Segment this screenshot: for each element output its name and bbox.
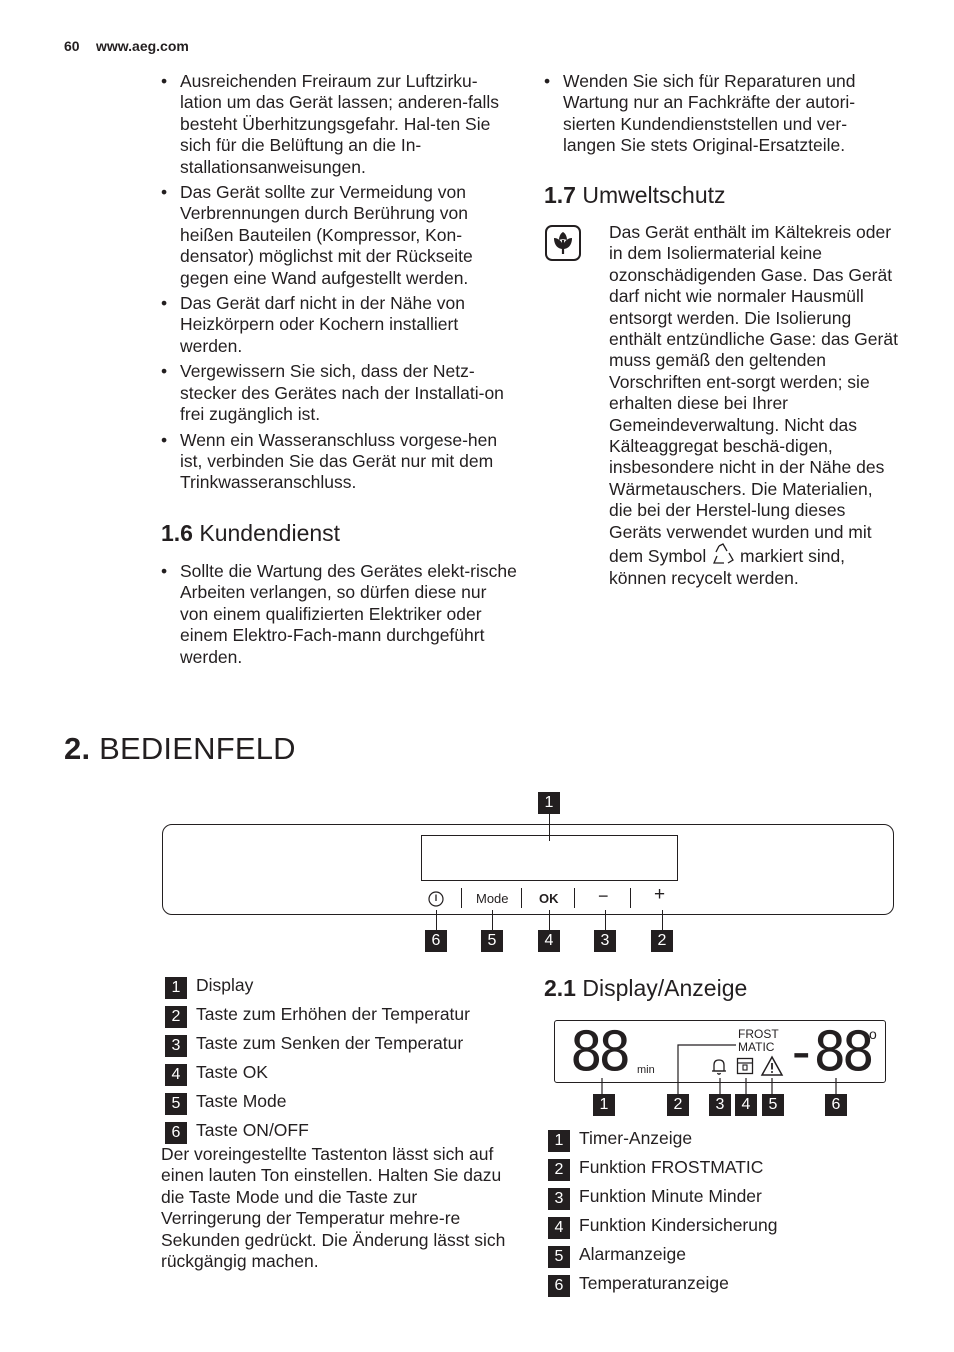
section-title: Umweltschutz (582, 182, 726, 208)
frostmatic-label-line1: FROST (738, 1027, 779, 1041)
panel-note: Der voreingestellte Tastenton lässt sich auf einen lauten Ton einstellen. Halten Sie dazu die Taste Mode und die Taste zur Verringerung der Temperatur mehre-re Sekunden gedrückt. Die Änderung lässt sich rückgängig machen. (161, 1144, 506, 1272)
lcd-callout: 4 (735, 1094, 757, 1116)
callout-onoff: 6 (425, 930, 447, 952)
key-separator (521, 888, 522, 908)
callout-plus: 2 (651, 930, 673, 952)
callout-line (605, 910, 606, 930)
legend-badge: 6 (165, 1122, 187, 1144)
legend-badge: 1 (548, 1130, 570, 1152)
legend-label: Temperaturanzeige (579, 1273, 729, 1293)
callout-line (662, 910, 663, 930)
legend-label: Funktion Minute Minder (579, 1186, 762, 1206)
lcd-callout: 2 (667, 1094, 689, 1116)
key-separator (461, 888, 462, 908)
ok-button[interactable]: OK (539, 891, 559, 906)
power-icon[interactable] (427, 890, 445, 908)
mode-button[interactable]: Mode (476, 891, 509, 906)
panel-display-window (421, 835, 678, 881)
callout-display: 1 (538, 792, 560, 814)
list-item: • Wenden Sie sich für Reparaturen und Wartung nur an Fachkräfte der autori-sierten Kundendienststellen und ver-langen Sie stets Original-Ersatzteile. (544, 71, 899, 157)
legend-label: Taste zum Erhöhen der Temperatur (196, 1004, 470, 1024)
header-url: www.aeg.com (96, 38, 189, 54)
legend-badge: 4 (548, 1217, 570, 1239)
key-separator (574, 888, 575, 908)
legend-badge: 2 (165, 1006, 187, 1028)
legend-label: Funktion Kindersicherung (579, 1215, 778, 1235)
chapter-number: 2. (64, 731, 91, 766)
list-item: • Ausreichenden Freiraum zur Luftzirku-lation um das Gerät lassen; anderen-falls besteht Überhitzungsgefahr. Hal-ten Sie sich für die Belüftung an die In-stallationsanweisungen. (161, 71, 517, 178)
legend-label: Alarmanzeige (579, 1244, 686, 1264)
page-number: 60 (64, 38, 80, 54)
legend-label: Display (196, 975, 254, 995)
legend-badge: 5 (548, 1246, 570, 1268)
lcd-callout-lines (554, 1040, 894, 1096)
list-item: • Wenn ein Wasseranschluss vorgese-hen ist, verbinden Sie das Gerät nur mit dem Trinkwasseranschluss. (161, 430, 517, 494)
plus-button[interactable]: + (654, 884, 666, 905)
lcd-callout: 5 (762, 1094, 784, 1116)
frostmatic-label-line2: MATIC (738, 1040, 775, 1054)
callout-line (549, 910, 550, 930)
legend-badge: 2 (548, 1159, 570, 1181)
legend-badge: 6 (548, 1275, 570, 1297)
section-number: 1.7 (544, 182, 576, 208)
environment-text: Das Gerät enthält im Kältekreis oder in dem Isoliermaterial keine ozonschädigenden Gase. Das Gerät darf nicht wie normaler Hausmüll entsorgt werden. Die Isolierung enthält entzündliche Gase: das Gerät muss gemäß den geltenden Vorschriften ent-sorgt werden; sie erhalten diese bei Ihrer Gemeindeverwaltung. Nicht das Kälteaggregat beschä-digen, insbesondere nicht in der Nähe des Wärmetauschers. Die Materialien, die bei der Herstel-lung dieses Geräts verwendet wurden und mit dem Symbol markiert sind, können recycelt werden. (609, 222, 898, 588)
chapter-title: BEDIENFELD (99, 731, 296, 766)
minus-button[interactable]: − (598, 886, 609, 906)
section-heading-1-6 (161, 519, 340, 547)
callout-ok: 4 (538, 930, 560, 952)
section-number: 1.6 (161, 520, 193, 546)
left-column (161, 71, 517, 498)
legend-badge: 3 (165, 1035, 187, 1057)
lcd-callout: 3 (709, 1094, 731, 1116)
section-number: 2.1 (544, 975, 576, 1001)
list-item: • Sollte die Wartung des Gerätes elekt-rische Arbeiten verlangen, so dürfen diese nur von einem qualifizierten Elektriker oder einem Elektro-Fach-mann durchgeführt werden. (161, 561, 517, 668)
legend-badge: 3 (548, 1188, 570, 1210)
degree-symbol: o (869, 1026, 877, 1042)
legend-label: Funktion FROSTMATIC (579, 1157, 764, 1177)
callout-line (436, 910, 437, 930)
section-1-6-body (161, 561, 517, 672)
chapter-heading (64, 730, 296, 768)
timer-unit: min (637, 1064, 655, 1076)
recycle-icon (711, 543, 735, 563)
lcd-callout: 1 (593, 1094, 615, 1116)
callout-mode: 5 (481, 930, 503, 952)
temperature-digits: -88 (785, 1020, 871, 1083)
legend-label: Taste Mode (196, 1091, 287, 1111)
legend-label: Taste OK (196, 1062, 268, 1082)
lcd-callout: 6 (825, 1094, 847, 1116)
legend-badge: 1 (165, 977, 187, 999)
callout-line (492, 910, 493, 930)
key-separator (630, 888, 631, 908)
timer-digits: 88 (570, 1020, 628, 1083)
section-heading-2-1 (544, 974, 747, 1002)
legend-badge: 4 (165, 1064, 187, 1086)
list-item: • Das Gerät sollte zur Vermeidung von Verbrennungen durch Berührung von heißen Bauteilen (Kompressor, Kon-densator) möglichst mit der Rückseite gegen eine Wand aufgestellt werden. (161, 182, 517, 289)
right-column (544, 71, 899, 161)
section-heading-1-7 (544, 181, 726, 209)
section-title: Kundendienst (199, 520, 341, 546)
section-title: Display/Anzeige (582, 975, 748, 1001)
callout-minus: 3 (594, 930, 616, 952)
list-item: • Vergewissern Sie sich, dass der Netz-stecker des Gerätes nach der Installati-on frei zugänglich ist. (161, 361, 517, 425)
legend-label: Taste zum Senken der Temperatur (196, 1033, 464, 1053)
legend-badge: 5 (165, 1093, 187, 1115)
legend-label: Timer-Anzeige (579, 1128, 693, 1148)
list-item: • Das Gerät darf nicht in der Nähe von Heizkörpern oder Kochern installiert werden. (161, 293, 517, 357)
eco-flower-icon (545, 225, 581, 261)
left-bullet-list (161, 71, 517, 494)
legend-label: Taste ON/OFF (196, 1120, 309, 1140)
